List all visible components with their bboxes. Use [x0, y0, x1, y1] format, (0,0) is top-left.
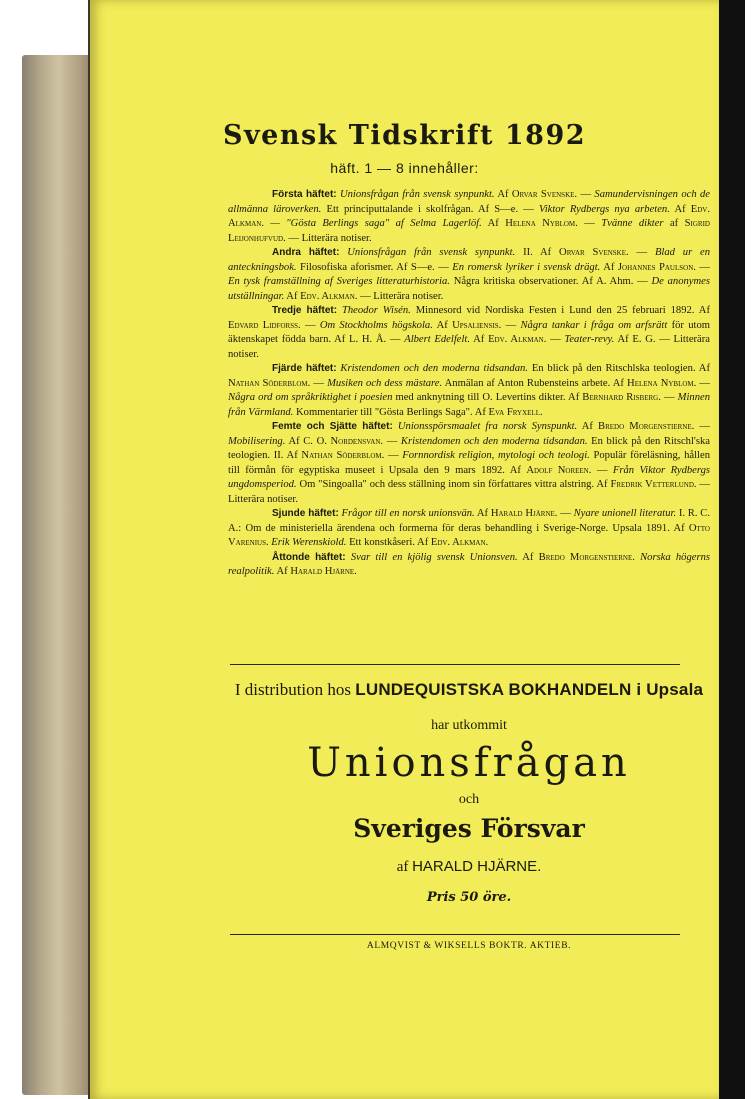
toc-entry-4: Fjärde häftet: Kristendomen och den moderna tidsandan. En blick på den Ritschlska teologien. Af Nathan Söderblom. — Musiken och dess mästare. Anmälan af Anton Rubensteins arbete. Af Helena Nyblom. — Några ord om språkriktighet i poesien med anknytning till O. Levertins dikter. Af Bernhard Risberg. — Minnen från Värmland. Kommentarier till "Gösta Berlings Saga". Af Eva Fryxell.: [228, 363, 710, 418]
toc-entry-5: Femte och Sjätte häftet: Unionsspörsmaalet fra norsk Synspunkt. Af Bredo Morgenstierne. — Mobilisering. Af C. O. Nordensvan. — Kristendomen och den moderna tidsandan. En blick på den Ritschl'ska teologien. II. Af Nathan Söderblom. — Fornnordisk religion, mytologi och teologi. Populär föreläsning, hållen till förmån för egyptiska museet i Upsala den 9 mars 1892. Af Adolf Noreen. — Från Viktor Rydbergs ungdomsperiod. Om "Singoalla" och dess ställning inom sin författares vittra alstring. Af Fredrik Vetterlund. — Litterära notiser.: [228, 421, 711, 505]
author-line: af HARALD HJÄRNE.: [396, 858, 542, 875]
price: Pris 50 öre.: [426, 890, 512, 905]
right-scan-border: [719, 0, 751, 1099]
right-dark-edge: [719, 0, 745, 1099]
book-title-2: Sveriges Försvar: [353, 814, 585, 843]
bookshop-name: LUNDEQUISTSKA BOKHANDELN i Upsala: [355, 680, 704, 699]
page-subtitle: häft. 1 — 8 innehåller:: [330, 160, 479, 176]
author-name: HARALD HJÄRNE.: [412, 858, 542, 875]
printer-imprint: ALMQVIST & WIKSELLS BOKTR. AKTIEB.: [366, 941, 572, 951]
toc-entry-2: Andra häftet: Unionsfrågan från svensk synpunkt. II. Af Orvar Svenske. — Blad ur en anteckningsbok. Filosofiska aforismer. Af S—e. — En romersk lyriker i svensk drägt. Af Johannes Paulson. — En tysk framställning af Sveriges litteraturhistoria. Några kritiska observationer. Af A. Ahm. — De anonymes utställningar. Af Edv. Alkman. — Litterära notiser.: [228, 247, 711, 302]
toc-entry-3: Tredje häftet: Theodor Wisén. Minnesord vid Nordiska Festen i Lund den 25 februari 1892. Af Edvard Lidforss. — Om Stockholms högskola. Af Upsaliensis. — Några tankar i fråga om arfsrätt för utom äktenskapet födda barn. Af L. H. Å. — Albert Edelfelt. Af Edv. Alkman. — Teater-revy. Af E. G. — Litterära notiser.: [228, 305, 710, 360]
toc-entry-1: Första häftet: Unionsfrågan från svensk synpunkt. Af Orvar Svenske. — Samundervisningen och de allmänna läroverken. Ett principuttalande i skolfrågan. Af S—e. — Viktor Rydbergs nya arbeten. Af Edv. Alkman. — "Gösta Berlings saga" af Selma Lagerlöf. Af Helena Nyblom. — Tvänne dikter af Sigrid Leijonhufvud. — Litterära notiser.: [228, 189, 711, 244]
toc-entry-7: Åttonde häftet: Svar till en kjölig svensk Unionsven. Af Bredo Morgenstierne. Norska högerns realpolitik. Af Harald Hjärne.: [228, 551, 710, 577]
distribution-line: I distribution hos LUNDEQUISTSKA BOKHANDELN i Upsala: [234, 680, 704, 699]
toc-entry-6: Sjunde häftet: Frågor till en norsk unionsvän. Af Harald Hjärne. — Nyare unionell literatur. I. R. C. A.: Om de ministeriella ärendena och formerna för deras behandling i Sverige-Norge. Upsala 1891. Af Otto Varenius. Erik Werenskiold. Ett konstkåseri. Af Edv. Alkman.: [228, 508, 710, 548]
divider-top: [230, 664, 680, 665]
page-title: Svensk Tidskrift 1892: [222, 120, 587, 151]
divider-bottom: [230, 934, 680, 935]
table-of-contents: [228, 188, 710, 580]
conjunction: och: [458, 792, 480, 807]
published-line: har utkommit: [431, 718, 507, 733]
book-title: Unionsfrågan: [307, 740, 631, 786]
